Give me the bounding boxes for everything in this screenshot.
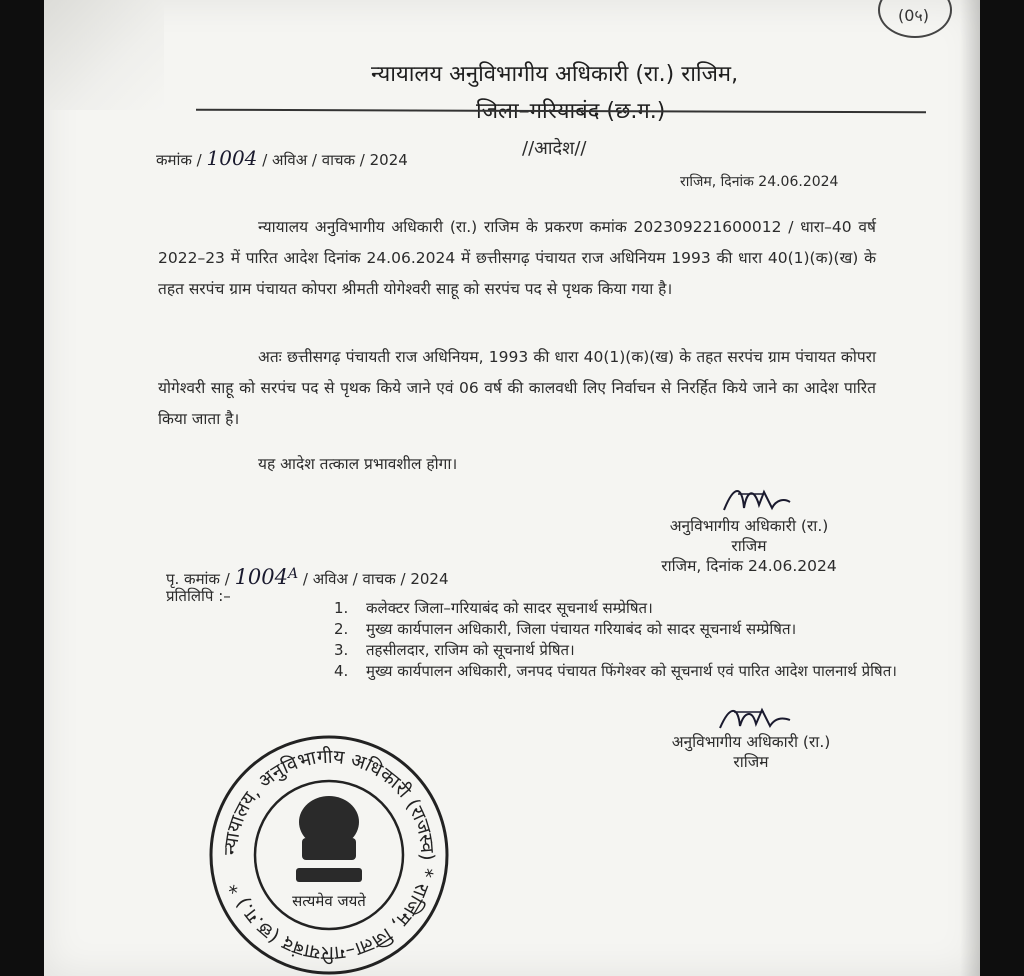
signatory-designation-1: अनुविभागीय अधिकारी (रा.) [669,517,829,535]
signatory-designation-2: अनुविभागीय अधिकारी (रा.) [671,733,831,751]
order-paragraph-2 [158,342,876,435]
list-item: 3. तहसीलदार, राजिम को सूचनार्थ प्रेषित। [334,641,575,659]
reference-prefix: कमांक / [156,151,202,169]
paragraph-1-text: न्यायालय अनुविभागीय अधिकारी (रा.) राजिम के प्रकरण कमांक 202309221600012 / धारा–40 वर्ष 2022–23 में पारित आदेश दिनांक 24.06.2024 में छत्तीसगढ़ पंचायत राज अधिनियम 1993 की धारा 40(1)(क)(ख) के तहत सरपंच ग्राम पंचायत कोपरा श्रीमती योगेश्वरी साहू को सरपंच पद से पृथक किया गया है। [158,218,876,298]
signature-scribble-1 [714,480,794,520]
court-district: जिला–गरियाबंद (छ.ग.) [476,99,666,124]
list-item: 2. मुख्य कार्यपालन अधिकारी, जिला पंचायत गरियाबंद को सादर सूचनार्थ सम्प्रेषित। [334,620,797,638]
seal-ring-text: न्यायालय, अनुविभागीय अधिकारी (राजस्व) * राजिम, जिला–गरियाबंद (छ.ग.) * [219,745,439,965]
signatory-place-1: राजिम [731,537,767,555]
endorsement-suffix: / अविअ / वाचक / 2024 [302,570,449,588]
official-seal [204,730,454,976]
page-number-text: (0५) [898,6,929,25]
order-paragraph-1 [158,212,876,305]
endorsement-handwritten-number: 1004 [234,565,289,589]
order-place-date: राजिम, दिनांक 24.06.2024 [680,174,839,190]
seal-motto: सत्यमेव जयते [292,892,366,910]
page-edge-shadow [960,0,980,976]
order-title: //आदेश// [522,138,587,159]
endorsement-handwritten-superscript: A [288,566,299,582]
page-number-mark [878,0,952,38]
document-page [44,0,980,976]
court-title: न्यायालय अनुविभागीय अधिकारी (रा.) राजिम, [371,62,739,87]
list-item: 1. कलेक्टर जिला–गरियाबंद को सादर सूचनार्थ सम्प्रेषित। [334,599,653,617]
signatory-date-1: राजिम, दिनांक 24.06.2024 [661,557,837,575]
reference-number [156,146,408,170]
emblem-icon [296,796,362,882]
order-paragraph-3: यह आदेश तत्काल प्रभावशील होगा। [258,455,458,473]
endorsement-prefix: पृ. कमांक / [166,570,230,588]
copy-to-label: प्रतिलिपि :– [166,587,231,605]
reference-handwritten-number: 1004 [206,146,258,170]
paragraph-2-text: अतः छत्तीसगढ़ पंचायती राज अधिनियम, 1993 की धारा 40(1)(क)(ख) के तहत सरपंच ग्राम पंचायत कोपरा योगेश्वरी साहू को सरपंच पद से पृथक किये जाने एवं 06 वर्ष की कालवधी लिए निर्वाचन से निरर्हित किये जाने का आदेश पारित किया जाता है। [158,348,876,428]
signature-block-1 [644,516,854,576]
signatory-place-2: राजिम [733,753,769,771]
copy-recipient-list [334,598,934,682]
reference-suffix: / अविअ / वाचक / 2024 [262,151,408,169]
signature-block-2 [646,732,856,772]
page-fold-corner [44,0,164,110]
list-item: 4. मुख्य कार्यपालन अधिकारी, जनपद पंचायत फिंगेश्वर को सूचनार्थ एवं पारित आदेश पालनार्थ प्रेषित। [334,662,897,680]
